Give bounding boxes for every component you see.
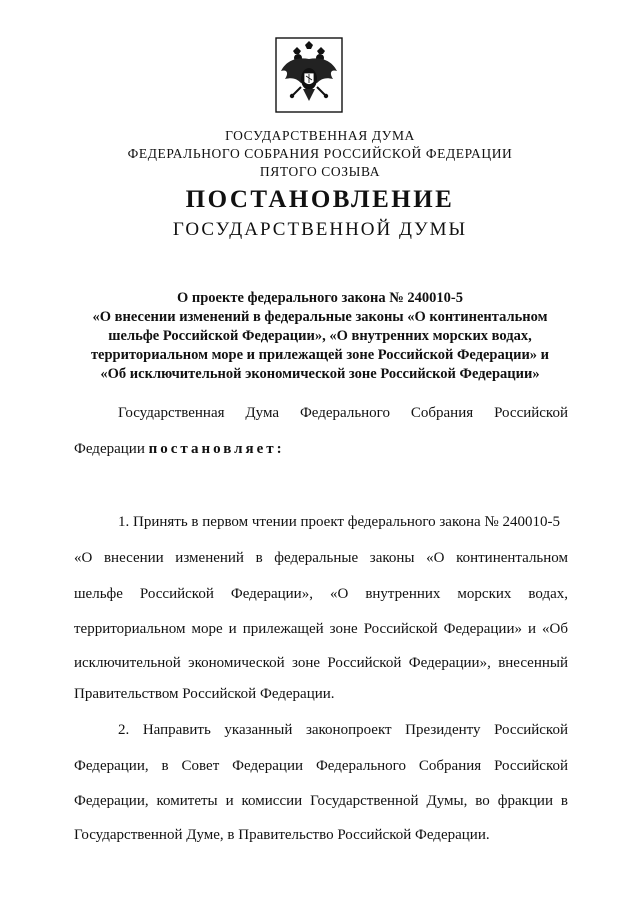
preamble-line: Государственная Дума Федерального Собрания Российской xyxy=(118,405,568,421)
subject-line: «О внесении изменений в федеральные законы «О континентальном xyxy=(92,309,548,325)
subject-line: «Об исключительной экономической зоне Российской Федерации» xyxy=(100,366,540,382)
document-subtitle: ГОСУДАРСТВЕННОЙ ДУМЫ xyxy=(172,219,468,240)
document-title: ПОСТАНОВЛЕНИЕ xyxy=(185,186,455,213)
paragraph-line: шельфе Российской Федерации», «О внутренних морских водах, xyxy=(74,586,568,602)
paragraph-line: «О внесении изменений в федеральные законы «О континентальном xyxy=(74,550,568,566)
organization-name-line2: ФЕДЕРАЛЬНОГО СОБРАНИЯ РОССИЙСКОЙ ФЕДЕРАЦИИ xyxy=(127,146,513,161)
paragraph-line: Государственной Думе, в Правительство Российской Федерации. xyxy=(74,827,490,843)
paragraph-line: Правительством Российской Федерации. xyxy=(74,686,335,702)
preamble-text: Федерации xyxy=(74,441,145,457)
paragraph-line: 1. Принять в первом чтении проект федерального закона № 240010-5 xyxy=(118,514,560,530)
subject-line: О проекте федерального закона № 240010-5 xyxy=(176,290,464,306)
decree-verb: постановляет: xyxy=(148,441,285,457)
paragraph-line: Федерации, комитеты и комиссии Государственной Думы, во фракции в xyxy=(74,793,568,809)
subject-line: территориальном море и прилежащей зоне Российской Федерации» и xyxy=(90,347,550,363)
subject-line: шельфе Российской Федерации», «О внутренних морских водах, xyxy=(108,328,532,344)
russian-coat-of-arms-icon xyxy=(275,37,343,113)
preamble-line xyxy=(74,441,568,458)
convocation-label: ПЯТОГО СОЗЫВА xyxy=(259,164,381,179)
paragraph-line: исключительной экономической зоне Российской Федерации», внесенный xyxy=(74,655,568,671)
paragraph-line: Федерации, в Совет Федерации Федерального Собрания Российской xyxy=(74,758,568,774)
document-subject xyxy=(60,289,580,384)
paragraph-line: территориальном море и прилежащей зоне Российской Федерации» и «Об xyxy=(74,621,568,637)
paragraph-line: 2. Направить указанный законопроект Президенту Российской xyxy=(118,722,568,738)
organization-name-line1: ГОСУДАРСТВЕННАЯ ДУМА xyxy=(225,128,415,143)
